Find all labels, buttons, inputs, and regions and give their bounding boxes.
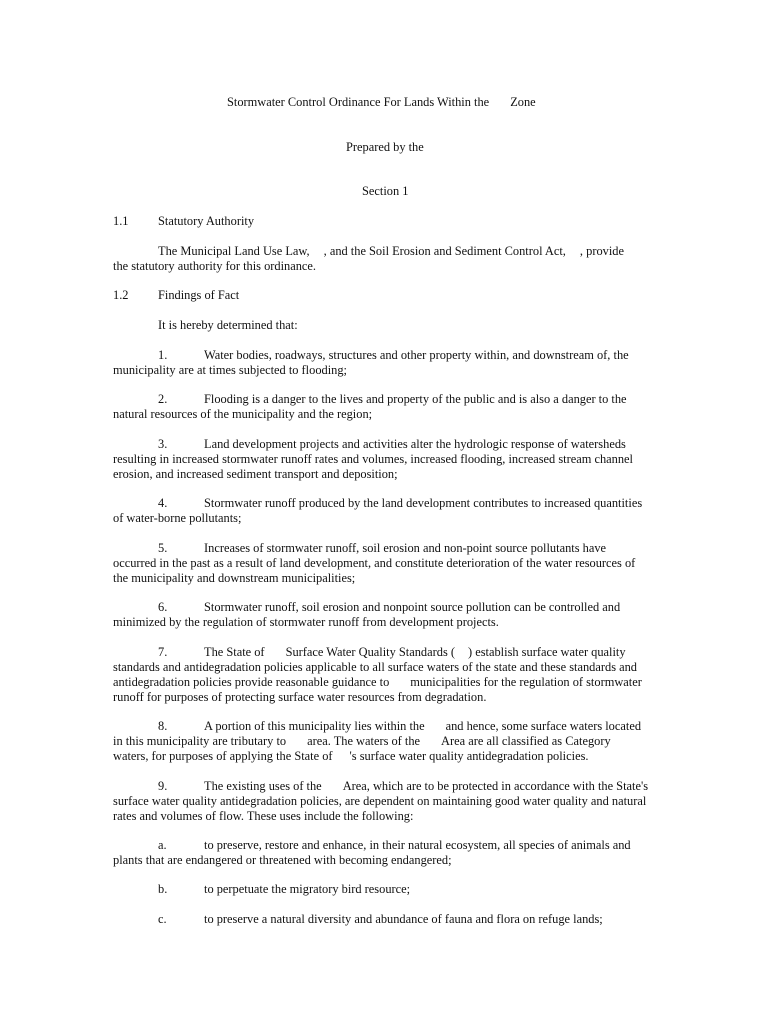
item-2-line-2: natural resources of the municipality and the region; bbox=[113, 407, 373, 421]
section-1-2-heading: Findings of Fact bbox=[158, 288, 240, 302]
text-run: Surface Water Quality Standards ( bbox=[285, 645, 455, 659]
text-run: 's surface water quality antidegradation policies. bbox=[349, 749, 589, 763]
item-9-number: 9. bbox=[158, 779, 168, 793]
item-5-line-2: occurred in the past as a result of land development, and constitute deterioration of the water resources of bbox=[113, 556, 636, 570]
item-3-number: 3. bbox=[158, 437, 168, 451]
text-run: waters, for purposes of applying the State of bbox=[113, 749, 333, 763]
text-run: ) establish surface water quality bbox=[468, 645, 626, 659]
text-run: Area, which are to be protected in accordance with the State's bbox=[342, 779, 649, 793]
text-run: and hence, some surface waters located bbox=[445, 719, 642, 733]
item-3-line-1: Land development projects and activities alter the hydrologic response of watersheds bbox=[204, 437, 626, 451]
text-run: The State of bbox=[204, 645, 265, 659]
text-run: municipalities for the regulation of stormwater bbox=[410, 675, 642, 689]
item-7-line-2: standards and antidegradation policies applicable to all surface waters of the state and these standards and bbox=[113, 660, 638, 674]
title-text: Stormwater Control Ordinance For Lands Within the bbox=[227, 95, 490, 109]
item-c-line-1: to preserve a natural diversity and abundance of fauna and flora on refuge lands; bbox=[204, 912, 603, 926]
item-9-line-3: rates and volumes of flow. These uses include the following: bbox=[113, 809, 414, 823]
text-run: , and the Soil Erosion and Sediment Control Act, bbox=[323, 244, 566, 258]
item-2-line-1: Flooding is a danger to the lives and property of the public and is also a danger to the bbox=[204, 392, 627, 406]
item-9-line-1 bbox=[204, 779, 648, 794]
prepared-by: Prepared by the bbox=[346, 140, 424, 154]
text-run: The existing uses of the bbox=[204, 779, 322, 793]
text-run: area. The waters of the bbox=[307, 734, 421, 748]
item-8-line-3 bbox=[113, 749, 589, 764]
item-a-line-2: plants that are endangered or threatened with becoming endangered; bbox=[113, 853, 452, 867]
item-a-line-1: to preserve, restore and enhance, in their natural ecosystem, all species of animals and bbox=[204, 838, 631, 852]
item-8-number: 8. bbox=[158, 719, 168, 733]
section-1-2-number: 1.2 bbox=[113, 288, 129, 302]
item-5-number: 5. bbox=[158, 541, 168, 555]
item-8-line-1 bbox=[204, 719, 641, 734]
text-run: The Municipal Land Use Law, bbox=[158, 244, 310, 258]
item-7-line-4: runoff for purposes of protecting surface water resources from degradation. bbox=[113, 690, 487, 704]
text-run: in this municipality are tributary to bbox=[113, 734, 287, 748]
item-4-line-2: of water-borne pollutants; bbox=[113, 511, 242, 525]
item-7-number: 7. bbox=[158, 645, 168, 659]
text-run: A portion of this municipality lies within the bbox=[204, 719, 425, 733]
document-title bbox=[227, 95, 536, 110]
item-6-line-2: minimized by the regulation of stormwater runoff from development projects. bbox=[113, 615, 499, 629]
item-7-line-3 bbox=[113, 675, 642, 690]
section-1-1-number: 1.1 bbox=[113, 214, 129, 228]
item-6-number: 6. bbox=[158, 600, 168, 614]
item-4-line-1: Stormwater runoff produced by the land development contributes to increased quantities bbox=[204, 496, 643, 510]
item-8-line-2 bbox=[113, 734, 611, 749]
text-run: , provide bbox=[579, 244, 624, 258]
text-run: antidegradation policies provide reasonable guidance to bbox=[113, 675, 390, 689]
item-c-letter: c. bbox=[158, 912, 167, 926]
section-1-1-heading: Statutory Authority bbox=[158, 214, 255, 228]
item-3-line-2: resulting in increased stormwater runoff rates and volumes, increased flooding, increased stream channel bbox=[113, 452, 633, 466]
item-9-line-2: surface water quality antidegradation policies, are dependent on maintaining good water quality and natural bbox=[113, 794, 647, 808]
item-4-number: 4. bbox=[158, 496, 168, 510]
findings-intro: It is hereby determined that: bbox=[158, 318, 298, 332]
item-3-line-3: erosion, and increased sediment transport and deposition; bbox=[113, 467, 398, 481]
item-7-line-1 bbox=[204, 645, 626, 660]
item-1-line-2: municipality are at times subjected to flooding; bbox=[113, 363, 347, 377]
item-b-letter: b. bbox=[158, 882, 168, 896]
item-2-number: 2. bbox=[158, 392, 168, 406]
paragraph-1-1-line-1 bbox=[158, 244, 624, 259]
item-5-line-3: the municipality and downstream municipalities; bbox=[113, 571, 356, 585]
title-zone-text: Zone bbox=[510, 95, 536, 109]
paragraph-1-1-line-2: the statutory authority for this ordinance. bbox=[113, 259, 317, 273]
text-run: Area are all classified as Category bbox=[441, 734, 611, 748]
item-5-line-1: Increases of stormwater runoff, soil erosion and non-point source pollutants have bbox=[204, 541, 607, 555]
item-b-line-1: to perpetuate the migratory bird resource; bbox=[204, 882, 411, 896]
item-a-letter: a. bbox=[158, 838, 167, 852]
item-6-line-1: Stormwater runoff, soil erosion and nonpoint source pollution can be controlled and bbox=[204, 600, 621, 614]
item-1-number: 1. bbox=[158, 348, 168, 362]
section-heading: Section 1 bbox=[362, 184, 409, 198]
item-1-line-1: Water bodies, roadways, structures and other property within, and downstream of, the bbox=[204, 348, 629, 362]
